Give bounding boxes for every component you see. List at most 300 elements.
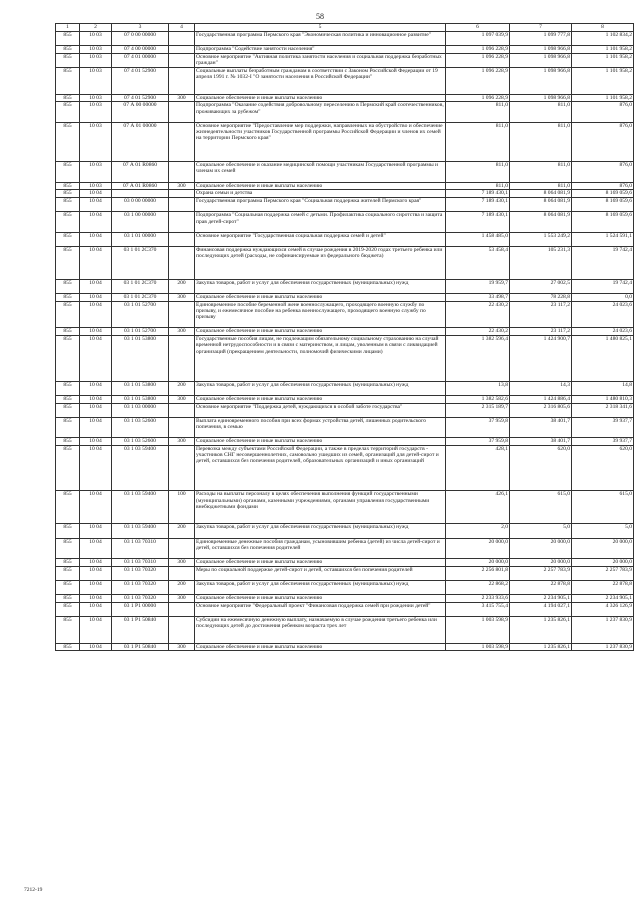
amount-year-3-cell: 1 101 958,2 — [572, 53, 634, 67]
amount-year-3-cell: 20 000,0 — [572, 538, 634, 558]
description-cell: Социальные выплаты безработным гражданам в соответствии с Законом Российской Федерации от 19 апреля 1991 г. № 1032-I "О занятости населения в Российской Федерации" — [195, 67, 446, 94]
description-cell: Социальное обеспечение и иные выплаты населению — [195, 594, 446, 602]
amount-year-2-cell: 38 401,7 — [510, 417, 572, 437]
expense-type-cell — [169, 67, 195, 94]
amount-year-2-cell: 1 098 966,8 — [510, 94, 572, 102]
header-cell: 4 — [169, 24, 195, 32]
expense-type-cell: 300 — [169, 395, 195, 403]
amount-year-3-cell: 1 237 830,9 — [572, 616, 634, 643]
description-cell: Перевозка между субъектами Российской Федерации, а также в пределах территорий государств - участников СНГ несовершеннолетних, самовольно ушедших из семей, организаций для детей-сирот и детей, оставшихся без попечения родителей, образовательных организаций и иных организаций — [195, 445, 446, 491]
target-article-cell: 03 1 01 53800 — [112, 381, 169, 395]
target-article-cell: 07 4 01 52900 — [112, 67, 169, 94]
table-row — [56, 395, 634, 403]
amount-year-1-cell: 426,1 — [446, 491, 510, 524]
admin-code-cell: 855 — [56, 246, 80, 279]
amount-year-1-cell: 53 458,4 — [446, 246, 510, 279]
document-code: 7212-19 — [24, 887, 43, 893]
admin-code-cell: 855 — [56, 417, 80, 437]
admin-code-cell: 855 — [56, 538, 80, 558]
table-body — [56, 32, 634, 651]
amount-year-2-cell: 1 235 826,1 — [510, 643, 572, 651]
amount-year-2-cell: 2 316 805,6 — [510, 403, 572, 417]
amount-year-1-cell: 7 189 430,1 — [446, 212, 510, 232]
amount-year-1-cell: 428,1 — [446, 445, 510, 491]
admin-code-cell: 855 — [56, 67, 80, 94]
expense-type-cell: 300 — [169, 594, 195, 602]
amount-year-3-cell: 0,0 — [572, 293, 634, 301]
table-row — [56, 162, 634, 182]
section-code-cell: 10 04 — [80, 438, 112, 446]
admin-code-cell: 855 — [56, 102, 80, 122]
expense-type-cell: 300 — [169, 94, 195, 102]
admin-code-cell: 855 — [56, 336, 80, 382]
amount-year-1-cell: 20 000,0 — [446, 538, 510, 558]
header-cell: 3 — [112, 24, 169, 32]
table-row — [56, 602, 634, 616]
description-cell: Основное мероприятие "Предоставление мер поддержки, направленных на обустройство и обеспечение жизнедеятельности участников Государственной программы Российской Федерации и членов их семей на территории Пермского края" — [195, 122, 446, 161]
table-row — [56, 32, 634, 46]
expense-type-cell — [169, 246, 195, 279]
table-row — [56, 580, 634, 594]
header-cell: 6 — [446, 24, 510, 32]
table-row — [56, 566, 634, 580]
admin-code-cell: 855 — [56, 566, 80, 580]
expense-type-cell — [169, 602, 195, 616]
description-cell: Социальное обеспечение и иные выплаты населению — [195, 558, 446, 566]
amount-year-2-cell: 23 117,2 — [510, 328, 572, 336]
amount-year-1-cell: 1 096 228,9 — [446, 46, 510, 54]
target-article-cell: 07 4 01 00000 — [112, 53, 169, 67]
description-cell: Расходы на выплаты персоналу в целях обеспечения выполнения функций государственными (муниципальными) органами, казенными учреждениями, органами управления государственными внебюджетными фондами — [195, 491, 446, 524]
table-row — [56, 336, 634, 382]
expense-type-cell — [169, 212, 195, 232]
section-code-cell: 10 03 — [80, 162, 112, 182]
amount-year-3-cell: 876,0 — [572, 102, 634, 122]
section-code-cell: 10 04 — [80, 293, 112, 301]
amount-year-2-cell: 1 424 900,7 — [510, 336, 572, 382]
section-code-cell: 10 04 — [80, 198, 112, 212]
amount-year-2-cell: 4 194 027,1 — [510, 602, 572, 616]
amount-year-3-cell: 876,0 — [572, 182, 634, 190]
table-row — [56, 246, 634, 279]
section-code-cell: 10 04 — [80, 246, 112, 279]
target-article-cell: 03 1 03 70310 — [112, 558, 169, 566]
admin-code-cell: 855 — [56, 395, 80, 403]
expense-type-cell: 200 — [169, 580, 195, 594]
section-code-cell: 10 03 — [80, 67, 112, 94]
amount-year-3-cell: 5,0 — [572, 524, 634, 538]
table-row — [56, 616, 634, 643]
admin-code-cell: 855 — [56, 328, 80, 336]
amount-year-2-cell: 27 002,5 — [510, 279, 572, 293]
description-cell: Социальное обеспечение и оказание медицинской помощи участникам Государственной программы и членам их семей — [195, 162, 446, 182]
admin-code-cell: 855 — [56, 53, 80, 67]
admin-code-cell: 855 — [56, 182, 80, 190]
amount-year-3-cell: 39 937,7 — [572, 417, 634, 437]
table-row — [56, 403, 634, 417]
section-code-cell: 10 04 — [80, 566, 112, 580]
admin-code-cell: 855 — [56, 122, 80, 161]
admin-code-cell: 855 — [56, 301, 80, 328]
target-article-cell: 07 А 01 R0860 — [112, 162, 169, 182]
amount-year-2-cell: 2 234 905,1 — [510, 594, 572, 602]
table-row — [56, 594, 634, 602]
amount-year-2-cell: 615,0 — [510, 491, 572, 524]
amount-year-2-cell: 811,0 — [510, 162, 572, 182]
table-row — [56, 438, 634, 446]
description-cell: Единовременное пособие беременной жене военнослужащего, проходящего военную службу по призыву, и ежемесячное пособие на ребенка военнослужащего, проходящего военную службу по призыву — [195, 301, 446, 328]
amount-year-1-cell: 1 458 485,0 — [446, 232, 510, 246]
description-cell: Закупка товаров, работ и услуг для обеспечения государственных (муниципальных) нужд — [195, 279, 446, 293]
amount-year-1-cell: 1 097 039,9 — [446, 32, 510, 46]
section-code-cell: 10 04 — [80, 594, 112, 602]
section-code-cell: 10 03 — [80, 122, 112, 161]
expense-type-cell — [169, 301, 195, 328]
amount-year-1-cell: 2,0 — [446, 524, 510, 538]
expense-type-cell: 300 — [169, 182, 195, 190]
target-article-cell: 03 0 00 00000 — [112, 198, 169, 212]
amount-year-2-cell: 78 228,8 — [510, 293, 572, 301]
table-row — [56, 293, 634, 301]
amount-year-1-cell: 811,0 — [446, 102, 510, 122]
amount-year-1-cell: 13,8 — [446, 381, 510, 395]
admin-code-cell: 855 — [56, 279, 80, 293]
amount-year-3-cell: 876,0 — [572, 122, 634, 161]
expense-type-cell — [169, 198, 195, 212]
description-cell: Подпрограмма "Содействие занятости населения" — [195, 46, 446, 54]
amount-year-3-cell: 1 480 810,3 — [572, 395, 634, 403]
target-article-cell: 03 1 Р1 00000 — [112, 602, 169, 616]
amount-year-1-cell: 37 959,8 — [446, 438, 510, 446]
expense-type-cell: 200 — [169, 524, 195, 538]
amount-year-3-cell: 4 326 126,9 — [572, 602, 634, 616]
header-cell: 8 — [572, 24, 634, 32]
target-article-cell: 03 1 01 2С370 — [112, 279, 169, 293]
section-code-cell: 10 04 — [80, 336, 112, 382]
section-code-cell: 10 03 — [80, 94, 112, 102]
target-article-cell: 07 0 00 00000 — [112, 32, 169, 46]
amount-year-1-cell: 7 189 430,1 — [446, 198, 510, 212]
table-row — [56, 122, 634, 161]
amount-year-1-cell: 1 382 596,4 — [446, 336, 510, 382]
table-row — [56, 558, 634, 566]
amount-year-1-cell: 22 868,2 — [446, 580, 510, 594]
budget-table — [55, 23, 634, 651]
table-row — [56, 212, 634, 232]
expense-type-cell — [169, 53, 195, 67]
amount-year-1-cell: 7 189 430,1 — [446, 190, 510, 198]
section-code-cell: 10 04 — [80, 212, 112, 232]
amount-year-2-cell: 1 424 886,4 — [510, 395, 572, 403]
section-code-cell: 10 04 — [80, 232, 112, 246]
admin-code-cell: 855 — [56, 212, 80, 232]
admin-code-cell: 855 — [56, 445, 80, 491]
section-code-cell: 10 04 — [80, 602, 112, 616]
description-cell: Государственные пособия лицам, не подлежащим обязательному социальному страхованию на случай временной нетрудоспособности и в связи с материнством, и лицам, уволенным в связи с ликвидацией организаций (прекращением деятельности, полномочий физическими лицами) — [195, 336, 446, 382]
amount-year-1-cell: 811,0 — [446, 122, 510, 161]
amount-year-3-cell: 1 101 958,2 — [572, 67, 634, 94]
amount-year-3-cell: 8 169 059,6 — [572, 212, 634, 232]
amount-year-3-cell: 14,8 — [572, 381, 634, 395]
admin-code-cell: 855 — [56, 198, 80, 212]
section-code-cell: 10 04 — [80, 395, 112, 403]
description-cell: Социальное обеспечение и иные выплаты населению — [195, 328, 446, 336]
target-article-cell: 03 1 01 2С370 — [112, 293, 169, 301]
header-row — [56, 24, 634, 32]
expense-type-cell — [169, 566, 195, 580]
description-cell: Социальное обеспечение и иные выплаты населению — [195, 182, 446, 190]
description-cell: Основное мероприятие "Поддержка детей, нуждающихся в особой заботе государства" — [195, 403, 446, 417]
target-article-cell: 03 1 03 00000 — [112, 403, 169, 417]
expense-type-cell — [169, 232, 195, 246]
amount-year-1-cell: 1 382 582,6 — [446, 395, 510, 403]
amount-year-1-cell: 811,0 — [446, 162, 510, 182]
expense-type-cell — [169, 190, 195, 198]
target-article-cell — [112, 190, 169, 198]
description-cell: Меры по социальной поддержке детей-сирот и детей, оставшихся без попечения родителей — [195, 566, 446, 580]
target-article-cell: 03 1 Р1 50840 — [112, 616, 169, 643]
description-cell: Основное мероприятие "Государственная социальная поддержка семей и детей" — [195, 232, 446, 246]
table-row — [56, 643, 634, 651]
amount-year-2-cell: 8 064 081,9 — [510, 190, 572, 198]
amount-year-3-cell: 1 101 958,2 — [572, 94, 634, 102]
amount-year-1-cell: 811,0 — [446, 182, 510, 190]
amount-year-3-cell: 19 742,4 — [572, 246, 634, 279]
page-number: 58 — [316, 12, 324, 21]
target-article-cell: 03 1 03 59400 — [112, 524, 169, 538]
amount-year-3-cell: 1 102 834,2 — [572, 32, 634, 46]
section-code-cell: 10 04 — [80, 301, 112, 328]
section-code-cell: 10 04 — [80, 491, 112, 524]
expense-type-cell — [169, 616, 195, 643]
amount-year-1-cell: 1 096 228,9 — [446, 67, 510, 94]
expense-type-cell: 300 — [169, 643, 195, 651]
section-code-cell: 10 03 — [80, 53, 112, 67]
target-article-cell: 03 1 01 52700 — [112, 301, 169, 328]
admin-code-cell: 855 — [56, 438, 80, 446]
target-article-cell: 03 1 01 2С370 — [112, 246, 169, 279]
description-cell: Социальное обеспечение и иные выплаты населению — [195, 643, 446, 651]
admin-code-cell: 855 — [56, 602, 80, 616]
expense-type-cell — [169, 162, 195, 182]
amount-year-2-cell: 2 257 783,9 — [510, 566, 572, 580]
table-row — [56, 102, 634, 122]
table-row — [56, 94, 634, 102]
table-row — [56, 491, 634, 524]
expense-type-cell: 300 — [169, 293, 195, 301]
section-code-cell: 10 04 — [80, 558, 112, 566]
section-code-cell: 10 03 — [80, 102, 112, 122]
amount-year-1-cell: 1 096 228,9 — [446, 53, 510, 67]
expense-type-cell: 200 — [169, 279, 195, 293]
amount-year-3-cell: 8 169 059,6 — [572, 198, 634, 212]
section-code-cell: 10 04 — [80, 328, 112, 336]
description-cell: Государственная программа Пермского края "Социальная поддержка жителей Пермского края" — [195, 198, 446, 212]
amount-year-3-cell: 20 000,0 — [572, 558, 634, 566]
amount-year-2-cell: 8 064 081,9 — [510, 198, 572, 212]
admin-code-cell: 855 — [56, 616, 80, 643]
amount-year-2-cell: 22 878,8 — [510, 580, 572, 594]
amount-year-2-cell: 105 231,3 — [510, 246, 572, 279]
target-article-cell: 03 1 03 70320 — [112, 580, 169, 594]
expense-type-cell: 100 — [169, 491, 195, 524]
amount-year-1-cell: 1 003 598,9 — [446, 643, 510, 651]
amount-year-3-cell: 24 023,6 — [572, 301, 634, 328]
amount-year-2-cell: 811,0 — [510, 182, 572, 190]
section-code-cell: 10 03 — [80, 182, 112, 190]
target-article-cell: 03 1 03 52600 — [112, 438, 169, 446]
header-cell: 2 — [80, 24, 112, 32]
target-article-cell: 03 1 03 52600 — [112, 417, 169, 437]
amount-year-3-cell: 39 937,7 — [572, 438, 634, 446]
table-row — [56, 46, 634, 54]
expense-type-cell: 200 — [169, 381, 195, 395]
amount-year-3-cell: 1 237 830,9 — [572, 643, 634, 651]
table-row — [56, 53, 634, 67]
amount-year-2-cell: 1 553 249,2 — [510, 232, 572, 246]
table-row — [56, 445, 634, 491]
table-row — [56, 301, 634, 328]
amount-year-2-cell: 620,0 — [510, 445, 572, 491]
table-row — [56, 232, 634, 246]
target-article-cell: 03 1 01 52700 — [112, 328, 169, 336]
expense-type-cell — [169, 102, 195, 122]
admin-code-cell: 855 — [56, 32, 80, 46]
section-code-cell: 10 03 — [80, 32, 112, 46]
section-code-cell: 10 04 — [80, 417, 112, 437]
target-article-cell: 07 А 00 00000 — [112, 102, 169, 122]
target-article-cell: 03 1 00 00000 — [112, 212, 169, 232]
amount-year-3-cell: 2 318 341,6 — [572, 403, 634, 417]
admin-code-cell: 855 — [56, 594, 80, 602]
amount-year-3-cell: 8 169 059,6 — [572, 190, 634, 198]
expense-type-cell — [169, 122, 195, 161]
section-code-cell: 10 04 — [80, 403, 112, 417]
table-row — [56, 417, 634, 437]
table-row — [56, 190, 634, 198]
expense-type-cell — [169, 445, 195, 491]
amount-year-3-cell: 1 480 825,1 — [572, 336, 634, 382]
amount-year-3-cell: 620,0 — [572, 445, 634, 491]
expense-type-cell — [169, 417, 195, 437]
amount-year-2-cell: 811,0 — [510, 122, 572, 161]
target-article-cell: 07 А 01 00000 — [112, 122, 169, 161]
expense-type-cell — [169, 403, 195, 417]
target-article-cell: 03 1 Р1 50840 — [112, 643, 169, 651]
target-article-cell: 03 1 03 70310 — [112, 538, 169, 558]
table-row — [56, 538, 634, 558]
section-code-cell: 10 04 — [80, 445, 112, 491]
expense-type-cell — [169, 46, 195, 54]
target-article-cell: 03 1 03 59400 — [112, 491, 169, 524]
admin-code-cell: 855 — [56, 643, 80, 651]
amount-year-3-cell: 22 878,8 — [572, 580, 634, 594]
description-cell: Подпрограмма "Оказание содействия добровольному переселению в Пермский край соотечественников, проживающих за рубежом" — [195, 102, 446, 122]
amount-year-2-cell: 1 099 777,8 — [510, 32, 572, 46]
admin-code-cell: 855 — [56, 580, 80, 594]
description-cell: Закупка товаров, работ и услуг для обеспечения государственных (муниципальных) нужд — [195, 580, 446, 594]
amount-year-2-cell: 1 098 966,8 — [510, 67, 572, 94]
amount-year-3-cell: 1 101 958,2 — [572, 46, 634, 54]
admin-code-cell: 855 — [56, 94, 80, 102]
amount-year-1-cell: 1 003 598,9 — [446, 616, 510, 643]
section-code-cell: 10 04 — [80, 538, 112, 558]
description-cell: Финансовая поддержка нуждающихся семей в случае рождения в 2019-2020 годах третьего ребенка или последующих детей (расходы, не софинансируемые из федерального бюджета) — [195, 246, 446, 279]
amount-year-2-cell: 1 235 826,1 — [510, 616, 572, 643]
expense-type-cell — [169, 538, 195, 558]
amount-year-1-cell: 3 415 755,4 — [446, 602, 510, 616]
amount-year-2-cell: 811,0 — [510, 102, 572, 122]
table-row — [56, 67, 634, 94]
amount-year-2-cell: 1 098 966,8 — [510, 53, 572, 67]
amount-year-3-cell: 24 023,6 — [572, 328, 634, 336]
amount-year-2-cell: 14,3 — [510, 381, 572, 395]
admin-code-cell: 855 — [56, 293, 80, 301]
section-code-cell: 10 04 — [80, 616, 112, 643]
amount-year-1-cell: 20 000,0 — [446, 558, 510, 566]
amount-year-2-cell: 20 000,0 — [510, 538, 572, 558]
section-code-cell: 10 04 — [80, 279, 112, 293]
target-article-cell: 07 4 01 52900 — [112, 94, 169, 102]
target-article-cell: 03 1 01 00000 — [112, 232, 169, 246]
section-code-cell: 10 04 — [80, 190, 112, 198]
description-cell: Социальное обеспечение и иные выплаты населению — [195, 293, 446, 301]
header-cell: 1 — [56, 24, 80, 32]
amount-year-2-cell: 8 064 081,9 — [510, 212, 572, 232]
target-article-cell: 03 1 03 70320 — [112, 566, 169, 580]
description-cell: Основное мероприятие "Федеральный проект "Финансовая поддержка семей при рождении детей" — [195, 602, 446, 616]
expense-type-cell: 300 — [169, 558, 195, 566]
section-code-cell: 10 04 — [80, 381, 112, 395]
description-cell: Субсидии на ежемесячную денежную выплату, назначаемую в случае рождения третьего ребенка или последующих детей до достижения ребенком возраста трех лет — [195, 616, 446, 643]
target-article-cell: 03 1 03 70320 — [112, 594, 169, 602]
amount-year-1-cell: 2 315 189,7 — [446, 403, 510, 417]
description-cell: Социальное обеспечение и иные выплаты населению — [195, 395, 446, 403]
description-cell: Единовременные денежные пособия гражданам, усыновившим ребенка (детей) из числа детей-сирот и детей, оставшихся без попечения родителей — [195, 538, 446, 558]
table-row — [56, 524, 634, 538]
header-cell: 7 — [510, 24, 572, 32]
admin-code-cell: 855 — [56, 403, 80, 417]
amount-year-1-cell: 1 096 228,9 — [446, 94, 510, 102]
description-cell: Подпрограмма "Социальная поддержка семей с детьми. Профилактика социального сиротства и защита прав детей-сирот" — [195, 212, 446, 232]
amount-year-1-cell: 19 959,7 — [446, 279, 510, 293]
section-code-cell: 10 04 — [80, 524, 112, 538]
section-code-cell: 10 04 — [80, 643, 112, 651]
target-article-cell: 07 А 01 R0860 — [112, 182, 169, 190]
description-cell: Государственная программа Пермского края "Экономическая политика и инновационное развитие" — [195, 32, 446, 46]
admin-code-cell: 855 — [56, 491, 80, 524]
target-article-cell: 03 1 03 59400 — [112, 445, 169, 491]
header-cell: 5 — [195, 24, 446, 32]
admin-code-cell: 855 — [56, 162, 80, 182]
table-row — [56, 182, 634, 190]
amount-year-1-cell: 33 498,7 — [446, 293, 510, 301]
table-row — [56, 198, 634, 212]
amount-year-3-cell: 876,0 — [572, 162, 634, 182]
description-cell: Выплата единовременного пособия при всех формах устройства детей, лишенных родительского попечения, в семью — [195, 417, 446, 437]
target-article-cell: 03 1 01 53800 — [112, 336, 169, 382]
table-row — [56, 279, 634, 293]
admin-code-cell: 855 — [56, 524, 80, 538]
admin-code-cell: 855 — [56, 381, 80, 395]
amount-year-2-cell: 5,0 — [510, 524, 572, 538]
expense-type-cell: 300 — [169, 438, 195, 446]
admin-code-cell: 855 — [56, 46, 80, 54]
amount-year-1-cell: 22 430,2 — [446, 328, 510, 336]
description-cell: Закупка товаров, работ и услуг для обеспечения государственных (муниципальных) нужд — [195, 381, 446, 395]
admin-code-cell: 855 — [56, 558, 80, 566]
section-code-cell: 10 04 — [80, 580, 112, 594]
